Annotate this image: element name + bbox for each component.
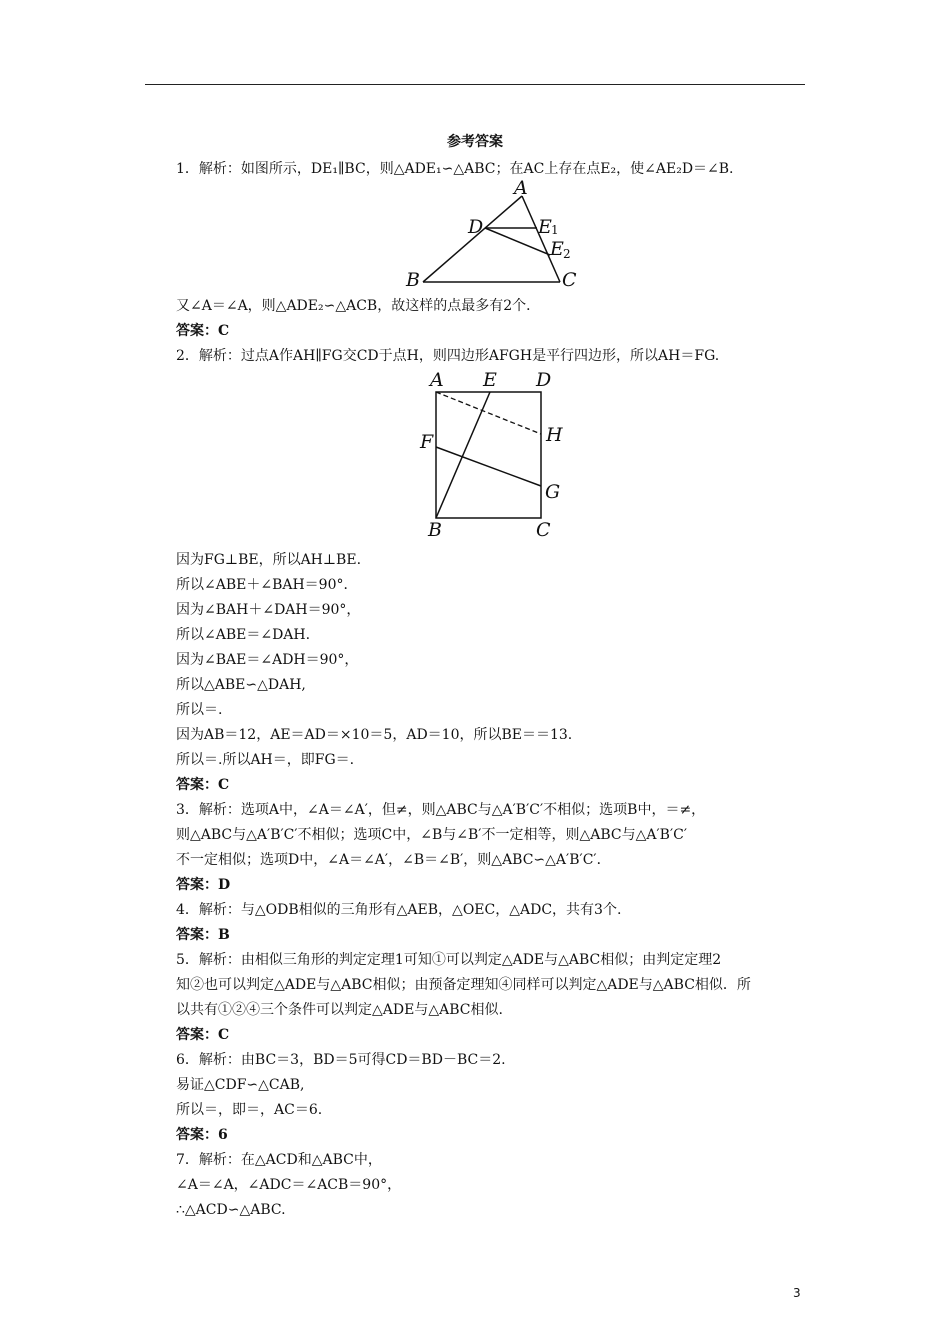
label-a: A <box>430 369 444 391</box>
label-h: H <box>546 424 563 446</box>
label-e: E <box>483 369 497 391</box>
label-b: B <box>428 519 442 541</box>
label-d: D <box>536 369 552 391</box>
text-line: 所以＝，即＝，AC＝6. <box>176 1102 323 1118</box>
text-line: 因为AB＝12，AE＝AD＝×10＝5，AD＝10，所以BE＝＝13. <box>176 727 573 743</box>
label-f: F <box>420 431 434 453</box>
answer-line: 答案：B <box>176 927 230 943</box>
text-line: 因为∠BAE＝∠ADH＝90°， <box>176 652 359 668</box>
text-line: 以共有①②④三个条件可以判定△ADE与△ABC相似. <box>176 1002 503 1018</box>
text-line: 所以＝.所以AH＝，即FG＝. <box>176 752 355 768</box>
answer-line: 答案：C <box>176 323 230 339</box>
text-line: 5．解析：由相似三角形的判定定理1可知①可以判定△ADE与△ABC相似；由判定定理2 <box>176 952 722 968</box>
text-line: 3．解析：选项A中，∠A＝∠A′，但≠，则△ABC与△A′B′C′不相似；选项B中，＝≠， <box>176 802 706 818</box>
text-line: 所以∠ABE＋∠BAH＝90°． <box>176 577 358 593</box>
label-c: C <box>562 269 577 291</box>
label-e2-sub: 2 <box>563 247 571 261</box>
answer-line: 答案：D <box>176 877 231 893</box>
figure-rectangle <box>415 368 575 543</box>
text-line: ∴△ACD∽△ABC. <box>176 1202 286 1218</box>
text-line: 因为∠BAH＋∠DAH＝90°， <box>176 602 361 618</box>
text-line: ∠A＝∠A，∠ADC＝∠ACB＝90°， <box>176 1177 402 1193</box>
answer-line: 答案：6 <box>176 1127 228 1143</box>
text-line: 不一定相似；选项D中，∠A＝∠A′，∠B＝∠B′，则△ABC∽△A′B′C′． <box>176 852 611 868</box>
text-line: 2．解析：过点A作AH∥FG交CD于点H，则四边形AFGH是平行四边形，所以AH＝FG. <box>176 348 720 364</box>
label-g: G <box>545 481 561 503</box>
page-number: 3 <box>793 1286 801 1300</box>
header-rule <box>145 84 805 85</box>
text-line: 所以△ABE∽△DAH, <box>176 677 306 693</box>
label-e2: E <box>550 238 564 260</box>
label-a: A <box>514 178 528 199</box>
text-line: 则△ABC与△A′B′C′不相似；选项C中，∠B与∠B′不一定相等，则△ABC与△A′B′C′ <box>176 827 688 843</box>
text-line: 7．解析：在△ACD和△ABC中， <box>176 1152 382 1168</box>
text-line: 6．解析：由BC＝3，BD＝5可得CD＝BD－BC＝2. <box>176 1052 506 1068</box>
figure-triangle <box>400 178 600 293</box>
label-e1-sub: 1 <box>551 223 559 237</box>
text-line: 易证△CDF∽△CAB, <box>176 1077 305 1093</box>
text-line: 知②也可以判定△ADE与△ABC相似；由预备定理知④同样可以判定△ADE与△ABC相似．所 <box>176 977 751 993</box>
page-title: 参考答案 <box>447 134 503 150</box>
answer-line: 答案：C <box>176 777 230 793</box>
text-line: 所以＝. <box>176 702 223 718</box>
label-c: C <box>536 519 551 541</box>
label-d: D <box>468 216 484 238</box>
text-line: 所以∠ABE＝∠DAH. <box>176 627 311 643</box>
text-line: 因为FG⊥BE，所以AH⊥BE. <box>176 552 362 568</box>
text-line: 又∠A＝∠A，则△ADE₂∽△ACB，故这样的点最多有2个． <box>176 298 541 314</box>
answer-line: 答案：C <box>176 1027 230 1043</box>
label-b: B <box>406 269 420 291</box>
text-line: 1．解析：如图所示，DE₁∥BC，则△ADE₁∽△ABC；在AC上存在点E₂，使∠AE₂D＝∠B. <box>176 161 734 177</box>
text-line: 4．解析：与△ODB相似的三角形有△AEB，△OEC，△ADC，共有3个. <box>176 902 622 918</box>
label-e1: E <box>538 216 552 238</box>
